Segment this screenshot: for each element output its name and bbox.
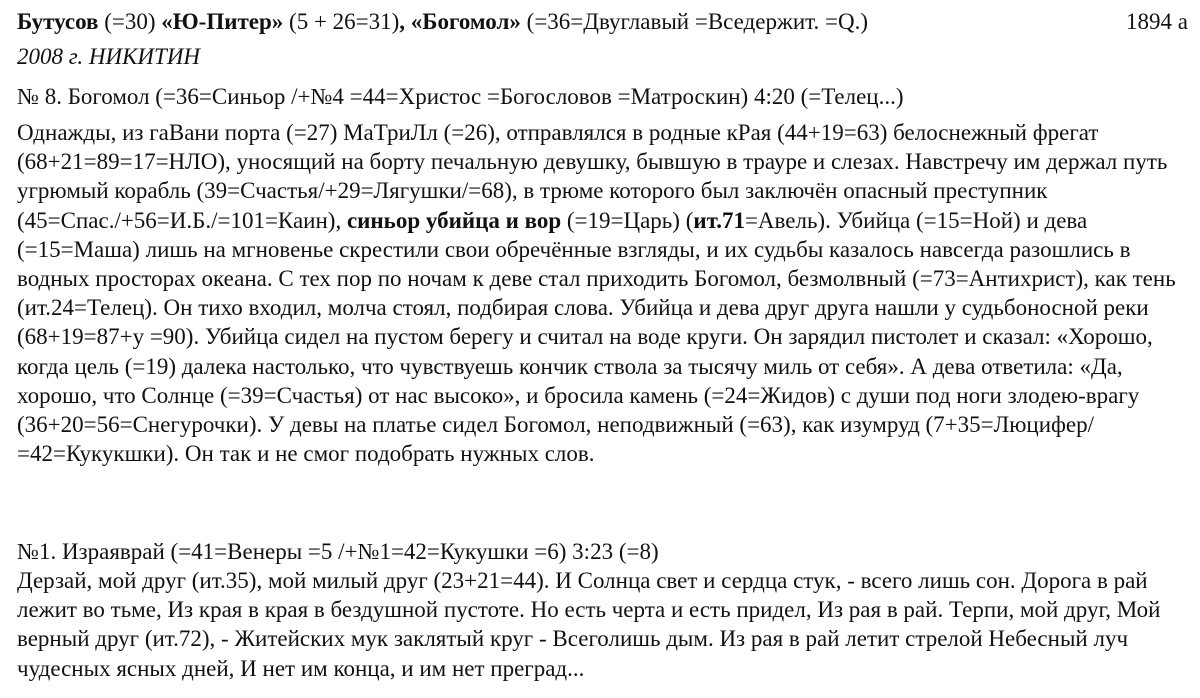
page-number: 1894 а bbox=[1126, 9, 1188, 34]
song8-lyrics bbox=[17, 118, 1187, 468]
album-numbers: (5 + 26=31) bbox=[283, 9, 400, 34]
song8-text-c: =Авель). Убийца (=15=Ной) и дева (=15=Маша) лишь на мгновенье скрестили свои обречённые взгляды, и их судьбы казалось навсегда разошлись в водных просторах океана. С тех пор по ночам к деве стал приходить Богомол, безмолвный (=73=Антихрист), как тень (ит.24=Телец). Он тихо входил, молча стоял, подбирая слова. Убийца и дева друг друга нашли у судьбоносной реки (68+19=87+у =90). Убийца сидел на пустом берегу и считал на воде круги. Он зарядил пистолет и сказал: «Хорошо, когда цель (=19) далека настолько, что чувствуешь кончик ствола за тысячу миль от себя». А дева ответила: «Да, хорошо, что Солнце (=39=Счастья) от нас высоко», и бросила камень (=24=Жидов) с души под ноги злодею-врагу (36+20=56=Снегурочки). У девы на платье сидел Богомол, неподвижный (=63), как изумруд (7+35=Люцифер/ =42=Кукукшки). Он так и не смог подобрать нужных слов. bbox=[17, 207, 1176, 467]
song-title: , «Богомол» bbox=[399, 9, 521, 34]
artist-name: Бутусов bbox=[17, 9, 99, 34]
artist-number: (=30) bbox=[98, 9, 162, 34]
song-numbers: (=36=Двуглавый =Вседержит. =Q.) bbox=[520, 9, 868, 34]
song8-bold-b: ит.71 bbox=[693, 207, 745, 233]
song8-bold-a: синьор убийца и вор bbox=[346, 207, 562, 233]
song8-text-b: (=19=Царь) ( bbox=[561, 207, 694, 233]
song1-title: №1. Израяврай (=41=Венеры =5 /+№1=42=Кукушки =6) 3:23 (=8) bbox=[17, 539, 659, 564]
subheader: 2008 г. НИКИТИН bbox=[17, 44, 201, 69]
song8-title: № 8. Богомол (=36=Синьор /+№4 =44=Христос =Богословов =Матроскин) 4:20 (=Телец...) bbox=[17, 84, 904, 109]
song1-lyrics: Дерзай, мой друг (ит.35), мой милый друг (23+21=44). И Солнца свет и сердца стук, - всего лишь сон. Дорога в рай лежит во тьме, Из края в края в бездушной пустоте. Но есть черта и есть придел, Из рая в рай. Терпи, мой друг, Мой верный друг (ит.72), - Житейских мук заклятый круг - Всеголишь дым. Из рая в рай летит стрелой Небесный луч чудесных ясных дней, И нет им конца, и им нет преград... bbox=[17, 568, 1161, 681]
song8-text-a: Однажды, из гаВани порта (=27) МаТриЛл (=26), отправлялся в родные кРая (44+19=63) белоснежный фрегат (68+21=89=17=НЛО), уносящий на борту печальную девушку, бывшую в трауре и слезах. Навстречу им держал путь угрюмый корабль (39=Счастья/+29=Лягушки/=68), в трюме которого был заключён опасный преступник (45=Спас./+56=И.Б./=101=Каин), bbox=[17, 120, 1168, 233]
album-title: «Ю-Питер» bbox=[161, 9, 284, 34]
header-line bbox=[17, 7, 868, 37]
